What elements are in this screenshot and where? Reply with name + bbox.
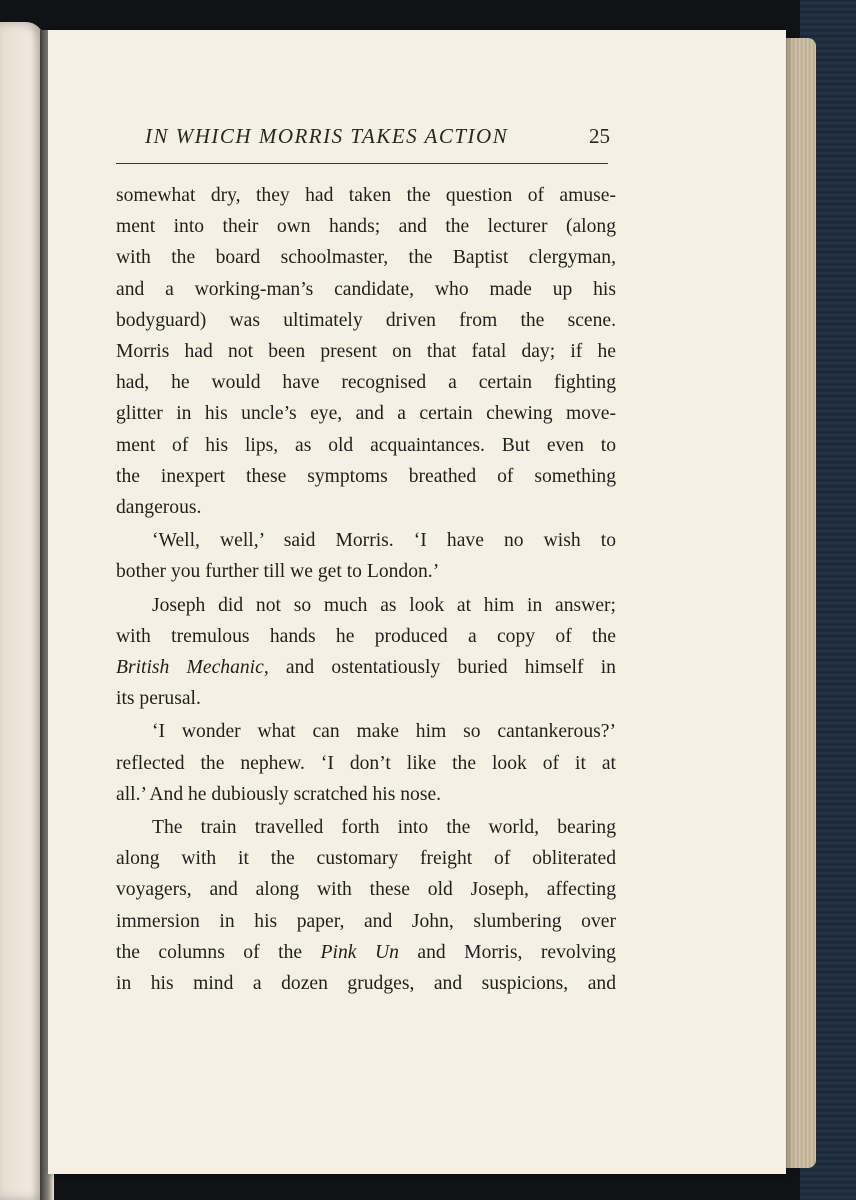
text-line: had, he would have recognised a certain fighting (116, 372, 616, 394)
page-number: 25 (589, 124, 610, 148)
header-rule (116, 163, 608, 164)
text-line-with-title (116, 937, 616, 968)
body-text (116, 180, 616, 999)
text-line: with the board schoolmaster, the Baptist clergyman, (116, 247, 616, 269)
text-line-with-title (116, 652, 616, 683)
text-line: Joseph did not so much as look at him in answer; (152, 594, 616, 616)
text-line: ‘Well, well,’ said Morris. ‘I have no wish to (152, 530, 616, 552)
italic-title: British Mechanic (116, 657, 264, 679)
text-line: bother you further till we get to London.’ (116, 561, 440, 583)
text-line: ‘I wonder what can make him so cantankerous?’ (152, 721, 616, 743)
text-line: Morris had not been present on that fatal day; if he (116, 341, 616, 363)
text-line: ment into their own hands; and the lecturer (along (116, 216, 616, 238)
text-line: all.’ And he dubiously scratched his nose. (116, 783, 442, 805)
text-line: ment of his lips, as old acquaintances. But even to (116, 434, 616, 456)
text-line: voyagers, and along with these old Joseph, affecting (116, 879, 616, 901)
text-fragment: , and ostentatiously buried himself in (263, 657, 616, 679)
text-fragment: and Morris, revolving (398, 941, 616, 963)
text-line: glitter in his uncle’s eye, and a certain chewing move- (116, 403, 616, 425)
text-line: bodyguard) was ultimately driven from the scene. (116, 309, 616, 331)
text-line: The train travelled forth into the world, bearing (152, 817, 616, 839)
running-title: IN WHICH MORRIS TAKES ACTION (145, 124, 509, 148)
text-line: immersion in his paper, and John, slumbering over (116, 910, 616, 932)
text-fragment: the columns of the (116, 941, 321, 963)
facing-page (0, 22, 44, 1200)
text-line: its perusal. (116, 688, 201, 710)
text-line: reflected the nephew. ‘I don’t like the look of it at (116, 752, 616, 774)
text-line: in his mind a dozen grudges, and suspicions, and (116, 973, 616, 995)
text-line: somewhat dry, they had taken the question of amuse- (116, 185, 616, 206)
text-line: with tremulous hands he produced a copy of the (116, 625, 616, 647)
text-line: the inexpert these symptoms breathed of something (116, 465, 616, 487)
text-line: along with it the customary freight of obliterated (116, 848, 616, 870)
text-line: dangerous. (116, 497, 202, 519)
italic-title: Pink Un (320, 941, 399, 963)
text-line: and a working-man’s candidate, who made up his (116, 278, 616, 300)
